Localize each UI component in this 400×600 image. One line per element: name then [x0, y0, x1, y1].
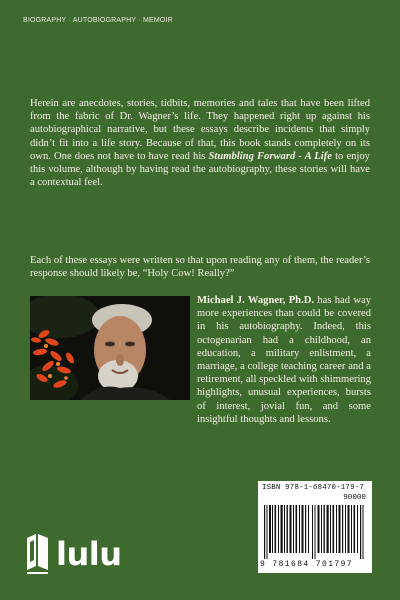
blurb-paragraph-2: Each of these essays were written so that upon reading any of them, the reader’s response should likely be, “Holy Cow! Really?”	[30, 255, 370, 280]
blurb-paragraph-1	[30, 97, 370, 189]
author-bio-text: has had way more experiences than could be covered in his autobiography. Indeed, this octogenarian had a childhood, an education, a military enlistment, a marriage, a college teaching career and a retirement, all speckled with shimmering highlights, unusual experiences, bursts of interest, jovial fun, and some insightful thoughts and lessons.	[197, 295, 372, 425]
lulu-book-icon	[24, 532, 52, 574]
book-title-reference: Stumbling Forward - A Life	[208, 150, 332, 162]
category-label: BIOGRAPHY · AUTOBIOGRAPHY · MEMOIR	[23, 17, 173, 24]
isbn-label: ISBN 978-1-68470-179-7	[262, 484, 364, 492]
author-name: Michael J. Wagner, Ph.D.	[197, 295, 315, 306]
author-photo	[30, 296, 190, 400]
price-code: 90000	[343, 494, 366, 502]
publisher-name: lulu	[56, 535, 122, 573]
author-portrait-image	[30, 296, 190, 400]
isbn-barcode	[258, 481, 372, 573]
blurb-text: Herein are anecdotes, stories, tidbits, memories and tales that have been lifted from the fabric of Dr. Wagner’s life. They happened right up against his autobiographical narrative, but these essays describe incidents that simply didn’t fit into a life story. Because of that, this book stands completely on its own. One does not have to have read his	[30, 98, 370, 162]
barcode-bars	[262, 505, 368, 559]
publisher-logo	[24, 532, 144, 576]
author-bio	[197, 294, 371, 426]
barcode-digits: 9 781684 701797	[260, 560, 354, 569]
blurb-text-end: to enjoy this volume, although by having read the autobiography, these stories will have a contextual feel.	[30, 150, 370, 189]
